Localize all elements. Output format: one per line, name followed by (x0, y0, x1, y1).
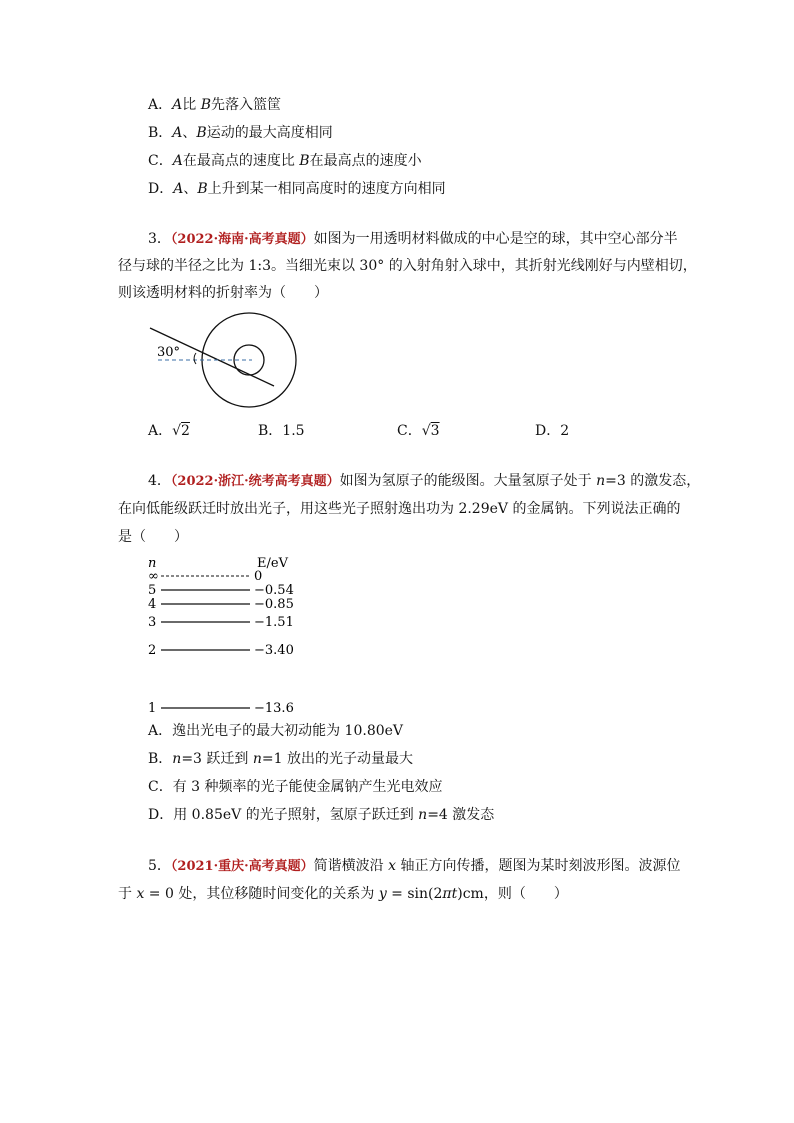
level-energy-label: −13.6 (254, 701, 294, 716)
level-energy-label: −0.85 (254, 597, 294, 612)
level-n-label: ∞ (148, 569, 159, 584)
q2-option-a: A．A比 B先落入篮筐 (148, 97, 281, 113)
level-energy-label: −1.51 (254, 615, 294, 630)
level-n-label: 1 (148, 701, 157, 716)
q2-option-c: C．A在最高点的速度比 B在最高点的速度小 (148, 153, 422, 169)
question-source: （2022·浙江·统考高考真题） (170, 474, 340, 489)
sphere-refraction-diagram (140, 318, 310, 418)
question-number: 4． (148, 473, 171, 489)
q4-option-b: B．n=3 跃迁到 n=1 放出的光子动量最大 (148, 751, 413, 767)
level-n-label: 2 (148, 643, 157, 658)
level-n-label: 3 (148, 615, 157, 630)
energy-level-diagram (140, 552, 300, 722)
energy-axis-header: E/eV (257, 556, 288, 571)
q5-stem-line2: 于 x = 0 处，其位移随时间变化的关系为 y = sin(2πt)cm，则（ ） (118, 886, 568, 902)
q3-option-b: B．1.5 (258, 423, 305, 439)
angle-label: 30° (157, 345, 181, 360)
q3-option-a: A．√2 (148, 423, 190, 439)
n-axis-header: n (148, 556, 157, 571)
question-source: （2022·海南·高考真题） (170, 232, 314, 247)
q3-stem-line1: 3．（2022·海南·高考真题）如图为一用透明材料做成的中心是空的球，其中空心部分半 (148, 231, 678, 247)
q3-stem-line3: 则该透明材料的折射率为（ ） (118, 285, 328, 301)
angle-arc (194, 353, 196, 364)
level-energy-label: −0.54 (254, 583, 294, 598)
level-n-label: 5 (148, 583, 157, 598)
question-source: （2021·重庆·高考真题） (170, 859, 314, 874)
q4-option-d: D．用 0.85eV 的光子照射，氢原子跃迁到 n=4 激发态 (148, 807, 495, 823)
question-number: 3． (148, 231, 171, 247)
level-energy-label: 0 (254, 569, 263, 584)
q4-stem-line1: 4．（2022·浙江·统考高考真题）如图为氢原子的能级图。大量氢原子处于 n=3 的激发态， (148, 473, 701, 489)
q4-option-a: A．逸出光电子的最大初动能为 10.80eV (148, 723, 404, 739)
q2-option-d: D．A、B上升到某一相同高度时的速度方向相同 (148, 181, 446, 197)
q3-stem-line2: 径与球的半径之比为 1:3。当细光束以 30° 的入射角射入球中，其折射光线刚好与内壁相切， (118, 258, 697, 274)
q3-option-d: D．2 (535, 423, 570, 439)
q4-option-c: C．有 3 种频率的光子能使金属钠产生光电效应 (148, 779, 443, 795)
q4-stem-line2: 在向低能级跃迁时放出光子，用这些光子照射逸出功为 2.29eV 的金属钠。下列说法正确的 (118, 501, 681, 517)
level-n-label: 4 (148, 597, 157, 612)
level-energy-label: −3.40 (254, 643, 294, 658)
question-number: 5． (148, 858, 171, 874)
q4-stem-line3: 是（ ） (118, 529, 188, 545)
q5-stem-line1: 5．（2021·重庆·高考真题）简谐横波沿 x 轴正方向传播，题图为某时刻波形图。波源位 (148, 858, 681, 874)
q2-option-b: B．A、B运动的最大高度相同 (148, 125, 333, 141)
q3-option-c: C．√3 (397, 423, 440, 439)
